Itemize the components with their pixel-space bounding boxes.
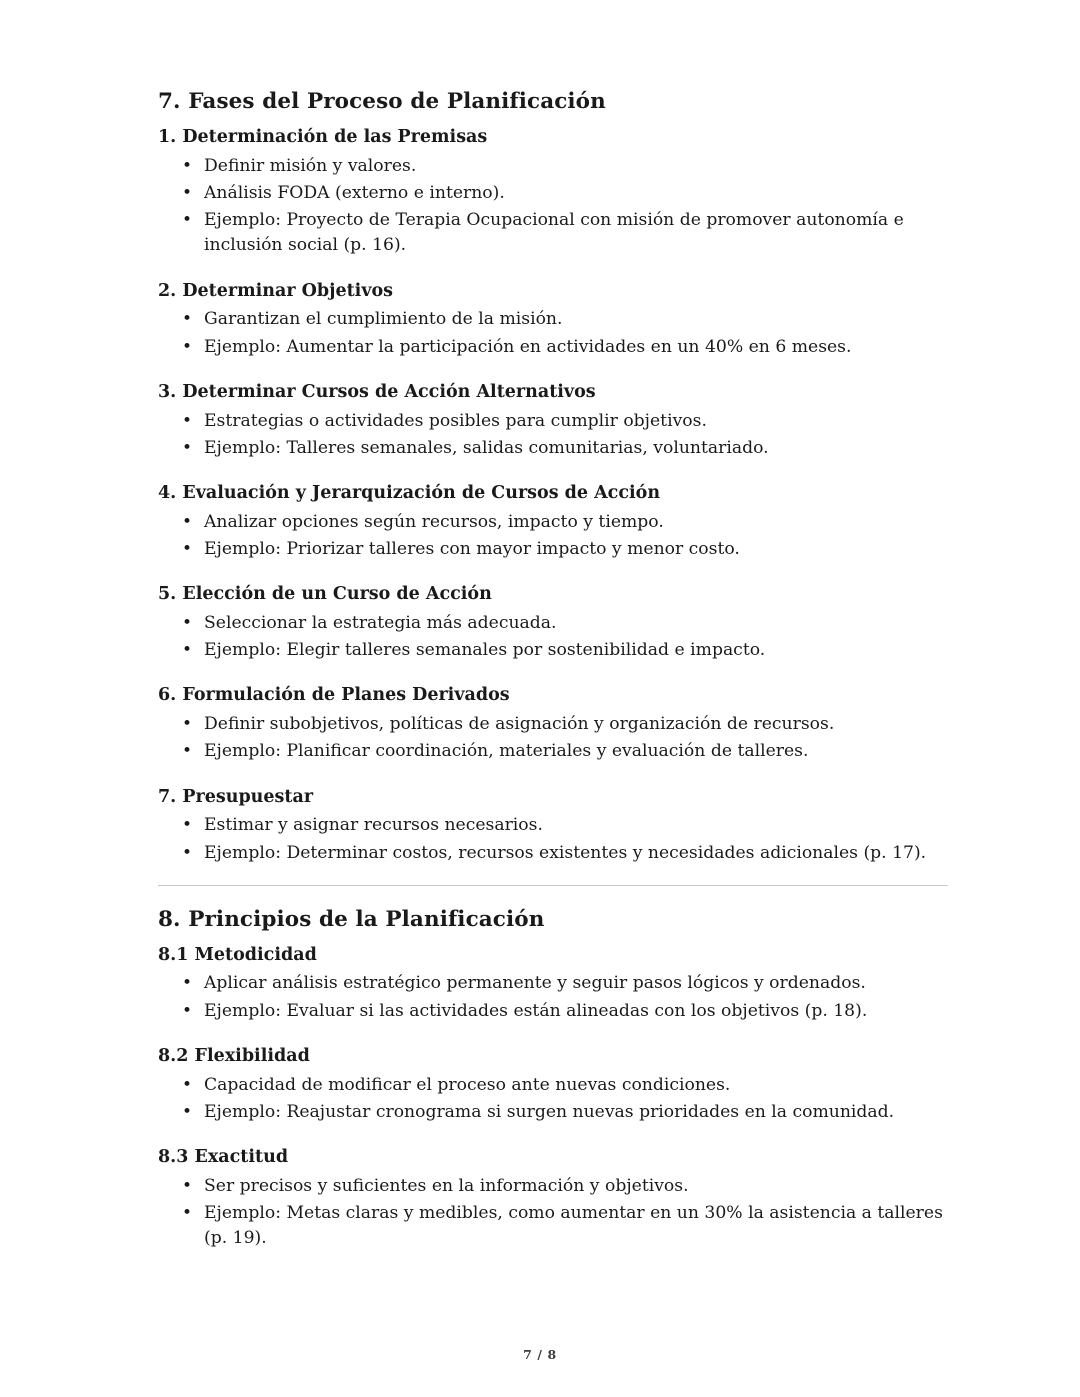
bullet-list	[158, 813, 948, 866]
list-item: • Ejemplo: Talleres semanales, salidas comunitarias, voluntariado.	[204, 436, 948, 461]
subsection-title: 6. Formulación de Planes Derivados	[158, 685, 510, 706]
subsection-title: 4. Evaluación y Jerarquización de Cursos de Acción	[158, 483, 661, 504]
list-item: • Aplicar análisis estratégico permanente y seguir pasos lógicos y ordenados.	[204, 971, 948, 996]
list-item: • Ejemplo: Proyecto de Terapia Ocupacional con misión de promover autonomía e inclusión social (p. 16).	[204, 208, 948, 259]
bullet-list	[158, 712, 948, 765]
subsection-planes-derivados	[158, 684, 948, 764]
subsection-flexibilidad	[158, 1045, 948, 1125]
subsection-eleccion	[158, 583, 948, 663]
subsection-cursos-alternativos	[158, 381, 948, 461]
subsection-evaluacion	[158, 482, 948, 562]
page-title: 7. Fases del Proceso de Planificación	[158, 89, 606, 114]
list-item: • Ejemplo: Priorizar talleres con mayor impacto y menor costo.	[204, 537, 948, 562]
list-item: • Definir misión y valores.	[204, 154, 948, 179]
list-item: • Ser precisos y suficientes en la información y objetivos.	[204, 1174, 948, 1199]
subsection-title: 8.3 Exactitud	[158, 1147, 289, 1168]
list-item: • Ejemplo: Reajustar cronograma si surgen nuevas prioridades en la comunidad.	[204, 1100, 948, 1125]
section-heading: 8. Principios de la Planificación	[158, 906, 545, 932]
bullet-list	[158, 409, 948, 462]
page-number: 7 / 8	[523, 1347, 557, 1362]
list-item: • Análisis FODA (externo e interno).	[204, 181, 948, 206]
document-content	[158, 88, 948, 1254]
subsection-metodicidad	[158, 944, 948, 1024]
section-divider	[158, 885, 948, 886]
list-item: • Estimar y asignar recursos necesarios.	[204, 813, 948, 838]
subsection-premisas	[158, 126, 948, 259]
list-item: • Ejemplo: Evaluar si las actividades están alineadas con los objetivos (p. 18).	[204, 999, 948, 1024]
subsection-title: 1. Determinación de las Premisas	[158, 126, 488, 147]
subsection-title: 8.1 Metodicidad	[158, 944, 317, 965]
list-item: • Ejemplo: Determinar costos, recursos existentes y necesidades adicionales (p. 17).	[204, 841, 948, 866]
list-item: • Capacidad de modificar el proceso ante nuevas condiciones.	[204, 1073, 948, 1098]
bullet-list	[158, 307, 948, 360]
list-item: • Analizar opciones según recursos, impacto y tiempo.	[204, 510, 948, 535]
list-item: • Ejemplo: Planificar coordinación, materiales y evaluación de talleres.	[204, 739, 948, 764]
list-item: • Ejemplo: Metas claras y medibles, como aumentar en un 30% la asistencia a talleres (p. 19).	[204, 1201, 948, 1252]
bullet-list	[158, 1073, 948, 1126]
list-item: • Ejemplo: Elegir talleres semanales por sostenibilidad e impacto.	[204, 638, 948, 663]
subsection-title: 8.2 Flexibilidad	[158, 1045, 310, 1066]
section-fases	[158, 88, 948, 866]
subsection-title: 3. Determinar Cursos de Acción Alternativos	[158, 381, 596, 402]
subsection-title: 7. Presupuestar	[158, 786, 314, 807]
subsection-objetivos	[158, 280, 948, 360]
list-item: • Seleccionar la estrategia más adecuada.	[204, 611, 948, 636]
list-item: • Estrategias o actividades posibles para cumplir objetivos.	[204, 409, 948, 434]
subsection-title: 2. Determinar Objetivos	[158, 280, 394, 301]
list-item: • Ejemplo: Aumentar la participación en actividades en un 40% en 6 meses.	[204, 335, 948, 360]
bullet-list	[158, 1174, 948, 1252]
bullet-list	[158, 510, 948, 563]
list-item: • Definir subobjetivos, políticas de asignación y organización de recursos.	[204, 712, 948, 737]
bullet-list	[158, 971, 948, 1024]
bullet-list	[158, 154, 948, 259]
list-item: • Garantizan el cumplimiento de la misión.	[204, 307, 948, 332]
subsection-title: 5. Elección de un Curso de Acción	[158, 584, 492, 605]
section-principios	[158, 906, 948, 1252]
bullet-list	[158, 611, 948, 664]
subsection-presupuestar	[158, 786, 948, 866]
subsection-exactitud	[158, 1146, 948, 1251]
